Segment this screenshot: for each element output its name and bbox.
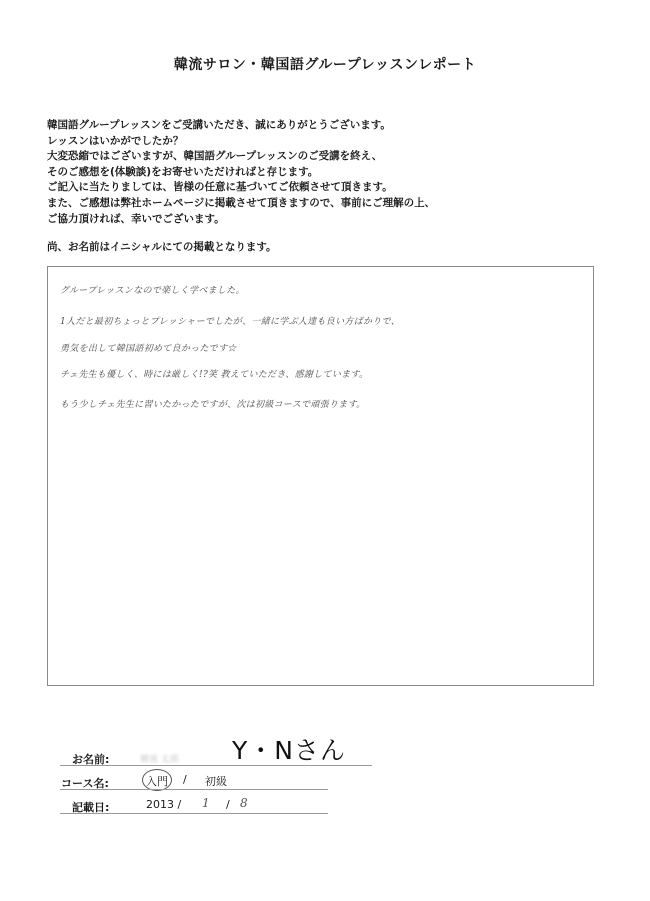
date-year: 2013 / — [146, 798, 182, 811]
date-day: 8 — [240, 796, 248, 810]
course-separator: / — [183, 773, 187, 786]
comment-line: チェ先生も優しく、時には厳しく!?笑 教えていただき、感謝しています。 — [60, 370, 369, 380]
course-underline — [60, 789, 328, 790]
intro-line: ご記入に当たりましては、皆様の任意に基づいてご依頼させて頂きます。 — [47, 181, 393, 194]
name-placeholder: 韓流 太郎 — [140, 755, 179, 765]
intro-line: レッスンはいかがでしたか？ — [47, 134, 184, 147]
name-value: Y・Nさん — [232, 736, 346, 765]
initial-note: 尚、お名前はイニシャルにての掲載となります。 — [47, 241, 277, 253]
intro-text — [47, 118, 607, 227]
name-label: お名前: — [72, 753, 110, 766]
date-month: 1 — [202, 796, 210, 810]
course-option-intro: 入門 — [146, 775, 168, 788]
comment-line: グループレッスンなので楽しく学べました。 — [60, 286, 245, 296]
comment-box — [47, 266, 594, 686]
intro-line: 大変恐縮ではございますが、韓国語グループレッスンのご受講を終え、 — [47, 150, 383, 163]
comment-line: もう少しチェ先生に習いたかったですが、次は初級コースで頑張ります。 — [60, 400, 366, 410]
intro-line: そのご感想を(体験談)をお寄せいただければと存じます。 — [47, 165, 319, 178]
comment-line: 勇気を出して韓国語初めて良かったです☆ — [60, 344, 237, 354]
course-option-beginner: 初級 — [205, 775, 227, 788]
report-title: 韓流サロン・韓国語グループレッスンレポート — [173, 57, 477, 73]
date-underline — [60, 813, 328, 814]
date-separator: / — [226, 798, 230, 811]
course-label: コース名: — [61, 777, 109, 790]
date-label: 記載日: — [72, 801, 110, 814]
intro-line: また、ご感想は弊社ホームページに掲載させて頂きますので、事前にご理解の上、 — [47, 196, 436, 209]
comment-line: 1人だと最初ちょっとプレッシャーでしたが、一緒に学ぶ人達も良い方ばかりで、 — [60, 317, 401, 327]
intro-line: ご協力頂ければ、幸いでございます。 — [47, 212, 225, 225]
intro-line: 韓国語グループレッスンをご受講いただき、誠にありがとうございます。 — [47, 119, 391, 131]
name-underline — [60, 765, 372, 766]
